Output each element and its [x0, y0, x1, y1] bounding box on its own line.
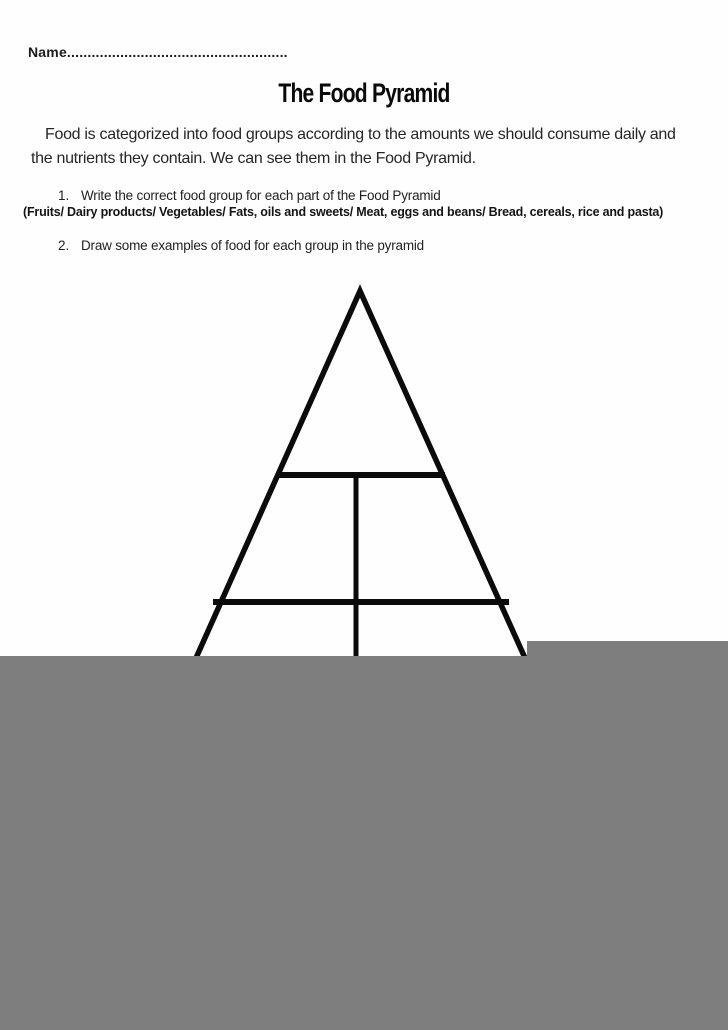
task-2-text: Draw some examples of food for each group in the pyramid — [81, 238, 424, 253]
task-2-number: 2. — [58, 238, 70, 253]
gray-covered-step — [527, 641, 728, 657]
task-1-text: Write the correct food group for each part of the Food Pyramid — [81, 188, 441, 203]
gray-covered-area — [0, 656, 728, 1030]
word-bank: (Fruits/ Dairy products/ Vegetables/ Fats, oils and sweets/ Meat, eggs and beans/ Bread, cereals, rice and pasta) — [23, 205, 664, 219]
intro-line-1: Food is categorized into food groups according to the amounts we should consume daily and — [45, 126, 676, 143]
name-fill-in-line: Name...................................................... — [28, 44, 288, 60]
intro-line-2: the nutrients they contain. We can see them in the Food Pyramid. — [31, 150, 476, 167]
task-1-number: 1. — [58, 188, 70, 203]
page-title: The Food Pyramid — [278, 78, 450, 108]
